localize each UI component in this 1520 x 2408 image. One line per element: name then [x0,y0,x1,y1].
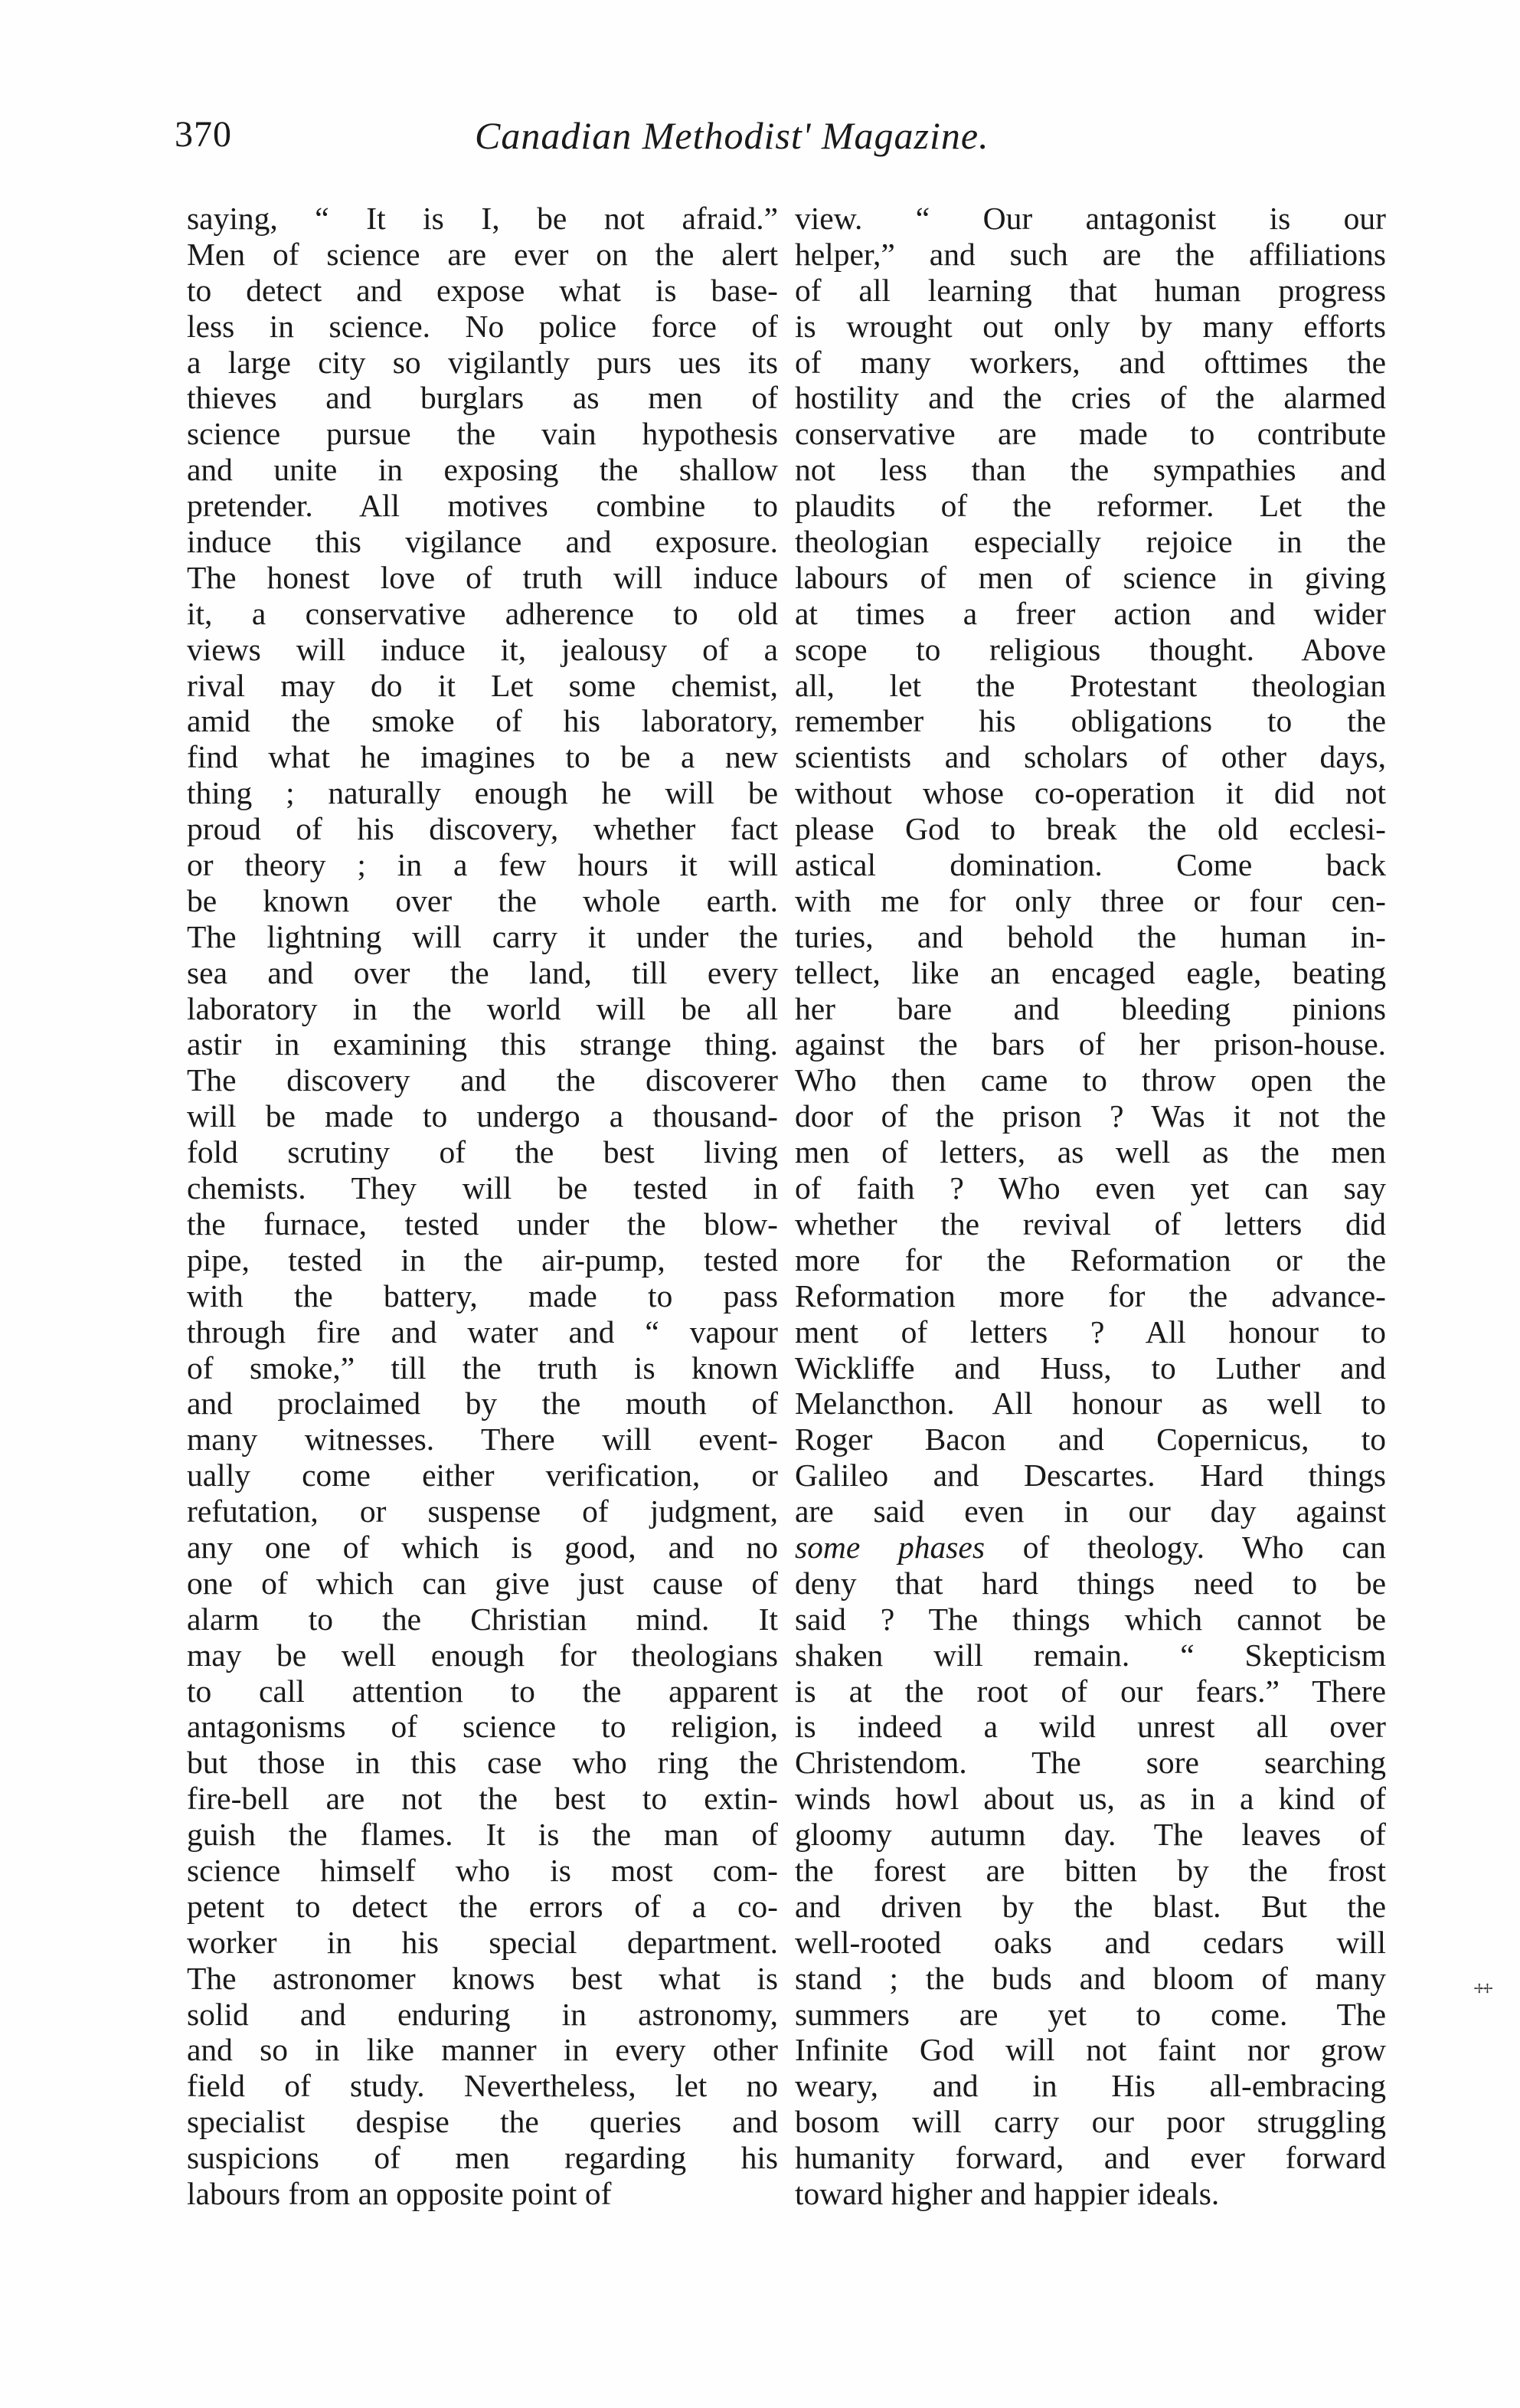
text-line: her bare and bleeding pinions [795,990,1386,1026]
text-line: amid the smoke of his laboratory, [187,703,778,739]
text-line: find what he imagines to be a new [187,739,778,775]
italic-phrase: some phases [795,1529,986,1565]
text-line: but those in this case who ring the [187,1745,778,1781]
text-line: Reformation more for the advance- [795,1278,1386,1314]
text-line: men of letters, as well as the men [795,1134,1386,1170]
text-line: it, a conservative adherence to old [187,595,778,631]
text-line: with the battery, made to pass [187,1278,778,1314]
text-line: hostility and the cries of the alarmed [795,380,1386,416]
text-line: alarm to the Christian mind. It [187,1601,778,1637]
left-column [187,201,778,2212]
text-line: The astronomer knows best what is [187,1960,778,1996]
text-line: view. “ Our antagonist is our [795,201,1386,236]
text-line: Men of science are ever on the alert [187,236,778,272]
text-line: chemists. They will be tested in [187,1170,778,1206]
text-line: against the bars of her prison-house. [795,1026,1386,1062]
text-line: humanity forward, and ever forward [795,2140,1386,2176]
text-line: thieves and burglars as men of [187,380,778,416]
text-line: Christendom. The sore searching [795,1745,1386,1781]
text-line: the forest are bitten by the frost [795,1852,1386,1888]
text-line: without whose co-operation it did not [795,775,1386,811]
text-line: suspicions of men regarding his [187,2140,778,2176]
text-line: astical domination. Come back [795,847,1386,883]
text-line: turies, and behold the human in- [795,918,1386,954]
page-number: 370 [175,114,232,155]
text-line: any one of which is good, and no [187,1529,778,1565]
text-line: saying, “ It is I, be not afraid.” [187,201,778,236]
text-line: please God to break the old ecclesi- [795,811,1386,847]
text-line: pipe, tested in the air-pump, tested [187,1242,778,1278]
text-line: weary, and in His all-embracing [795,2068,1386,2104]
text-line: science pursue the vain hypothesis [187,416,778,452]
margin-mark: ‡ [1472,1983,1495,1994]
text-line: helper,” and such are the affiliations [795,236,1386,272]
text-line: fire-bell are not the best to extin- [187,1781,778,1817]
right-column [795,201,1386,2212]
text-line: some phases of theology. Who can [795,1529,1386,1565]
text-line: worker in his special department. [187,1924,778,1960]
text-line: pretender. All motives combine to [187,488,778,524]
text-line: rival may do it Let some chemist, [187,667,778,703]
text-line: induce this vigilance and exposure. [187,524,778,560]
text-line: to call attention to the apparent [187,1673,778,1709]
text-line: many witnesses. There will event- [187,1422,778,1458]
text-line: conservative are made to contribute [795,416,1386,452]
text-line: The lightning will carry it under the [187,918,778,954]
text-line: remember his obligations to the [795,703,1386,739]
text-line: of many workers, and ofttimes the [795,344,1386,380]
text-line: labours from an opposite point of [187,2175,612,2211]
text-line: and driven by the blast. But the [795,1888,1386,1924]
text-line: may be well enough for theologians [187,1637,778,1673]
text-line: more for the Reformation or the [795,1242,1386,1278]
text-line: at times a freer action and wider [795,595,1386,631]
text-line: and unite in exposing the shallow [187,452,778,488]
text-line: are said even in our day against [795,1494,1386,1530]
text-line: solid and enduring in astronomy, [187,1996,778,2032]
text-line: science himself who is most com- [187,1852,778,1888]
text-line: tellect, like an encaged eagle, beating [795,954,1386,990]
text-line: refutation, or suspense of judgment, [187,1494,778,1530]
text-line: one of which can give just cause of [187,1565,778,1601]
text-line: or theory ; in a few hours it will [187,847,778,883]
text-line: will be made to undergo a thousand- [187,1098,778,1134]
text-line: of smoke,” till the truth is known [187,1350,778,1386]
text-line: laboratory in the world will be all [187,990,778,1026]
text-line: door of the prison ? Was it not the [795,1098,1386,1134]
text-line: ually come either verification, or [187,1458,778,1494]
text-line: theologian especially rejoice in the [795,524,1386,560]
text-line: with me for only three or four cen- [795,882,1386,918]
text-line: is wrought out only by many efforts [795,308,1386,344]
text-line: plaudits of the reformer. Let the [795,488,1386,524]
text-line: fold scrutiny of the best living [187,1134,778,1170]
text-line: Roger Bacon and Copernicus, to [795,1422,1386,1458]
text-line: bosom will carry our poor struggling [795,2104,1386,2140]
text-line: said ? The things which cannot be [795,1601,1386,1637]
text-line: through fire and water and “ vapour [187,1314,778,1350]
text-line: is indeed a wild unrest all over [795,1709,1386,1745]
text-line: and proclaimed by the mouth of [187,1386,778,1422]
text-line: be known over the whole earth. [187,882,778,918]
text-line: stand ; the buds and bloom of many [795,1960,1386,1996]
text-line: Melancthon. All honour as well to [795,1386,1386,1422]
text-line: summers are yet to come. The [795,1996,1386,2032]
text-line: field of study. Nevertheless, let no [187,2068,778,2104]
text-line: guish the flames. It is the man of [187,1817,778,1853]
text-line: Infinite God will not faint nor grow [795,2032,1386,2068]
text-line: a large city so vigilantly purs ues its [187,344,778,380]
text-line: of all learning that human progress [795,272,1386,308]
text-line: whether the revival of letters did [795,1206,1386,1242]
text-line: views will induce it, jealousy of a [187,631,778,667]
text-line: less in science. No police force of [187,308,778,344]
text-line: not less than the sympathies and [795,452,1386,488]
text-line: all, let the Protestant theologian [795,667,1386,703]
text-line: ment of letters ? All honour to [795,1314,1386,1350]
text-line: toward higher and happier ideals. [795,2175,1220,2211]
text-line: sea and over the land, till every [187,954,778,990]
text-line: shaken will remain. “ Skepticism [795,1637,1386,1673]
text-line: The discovery and the discoverer [187,1062,778,1098]
text-line: thing ; naturally enough he will be [187,775,778,811]
text-line: and so in like manner in every other [187,2032,778,2068]
text-line: Who then came to throw open the [795,1062,1386,1098]
text-line: to detect and expose what is base- [187,272,778,308]
text-line: winds howl about us, as in a kind of [795,1781,1386,1817]
text-line: specialist despise the queries and [187,2104,778,2140]
text-line: Galileo and Descartes. Hard things [795,1458,1386,1494]
text-line: astir in examining this strange thing. [187,1026,778,1062]
text-line: the furnace, tested under the blow- [187,1206,778,1242]
running-title: Canadian Methodist' Magazine. [475,114,989,157]
text-line: antagonisms of science to religion, [187,1709,778,1745]
text-line: scope to religious thought. Above [795,631,1386,667]
text-line: gloomy autumn day. The leaves of [795,1817,1386,1853]
text-line: petent to detect the errors of a co- [187,1888,778,1924]
text-line: labours of men of science in giving [795,559,1386,595]
text-line: proud of his discovery, whether fact [187,811,778,847]
text-line: of faith ? Who even yet can say [795,1170,1386,1206]
text-line: Wickliffe and Huss, to Luther and [795,1350,1386,1386]
text-line: scientists and scholars of other days, [795,739,1386,775]
text-line: is at the root of our fears.” There [795,1673,1386,1709]
text-line: deny that hard things need to be [795,1565,1386,1601]
text-line: well-rooted oaks and cedars will [795,1924,1386,1960]
text-line: The honest love of truth will induce [187,559,778,595]
